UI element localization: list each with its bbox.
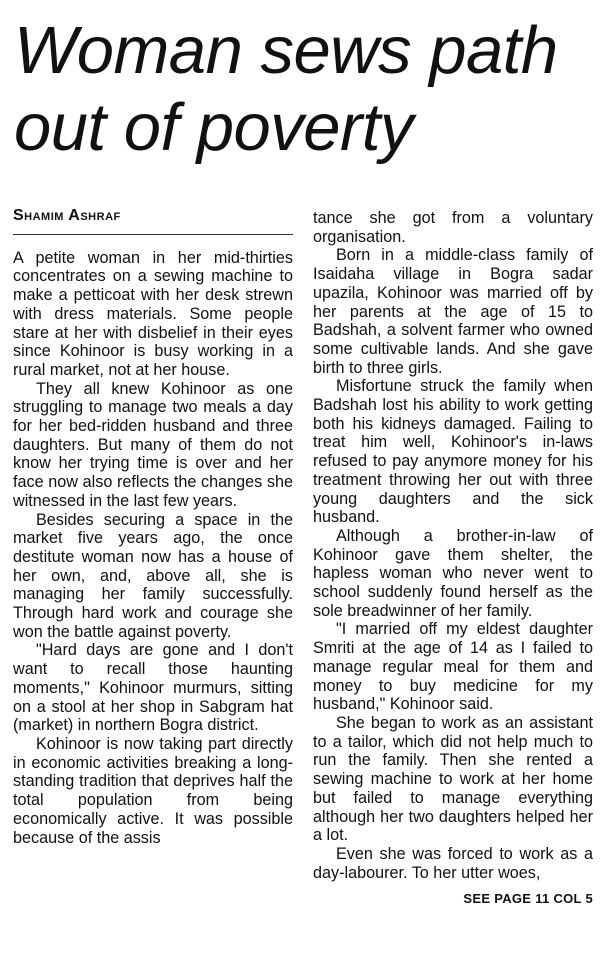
article-column-left: [13, 205, 293, 847]
paragraph: Although a brother-in-law of Kohinoor gave them shelter, the hapless woman who never went to school suddenly found herself as the sole breadwinner of her family.: [313, 526, 593, 620]
paragraph: Born in a middle-class family of Isaidaha village in Bogra sadar upazila, Kohinoor was married off by her parents at the age of 15 to Badshah, a solvent farmer who owned some cultivable lands. And she gave birth to three girls.: [313, 246, 593, 377]
byline: Shamim Ashraf: [13, 205, 293, 235]
paragraph: A petite woman in her mid-thirties concentrates on a sewing machine to make a petticoat with her desk strewn with dress materials. Some people stare at her with disbelief in their eyes since Kohinoor is busy working in a rural market, not at her house.: [13, 248, 293, 379]
paragraph: They all knew Kohinoor as one struggling to manage two meals a day for her bed-ridden husband and three daughters. But many of them do not know her trying time is over and her face now also reflects the changes she witnessed in the last few years.: [13, 379, 293, 510]
paragraph: Misfortune struck the family when Badshah lost his ability to work getting both his kidneys damaged. Failing to treat him well, Kohinoor's in-laws refused to pay anymore money for his treatment throwing her out with three young daughters and the sick husband.: [313, 377, 593, 527]
article-column-right: [313, 209, 593, 909]
paragraph-continued: tance she got from a voluntary organisation.: [313, 209, 593, 246]
paragraph: Besides securing a space in the market five years ago, the once destitute woman now has a house of her own, and, above all, she is managing her family successfully. Through hard work and courage she won the battle against poverty.: [13, 510, 293, 641]
paragraph: "I married off my eldest daughter Smriti at the age of 14 as I failed to manage regular meal for them and money to buy medicine for my husband," Kohinoor said.: [313, 620, 593, 714]
paragraph: "Hard days are gone and I don't want to recall those haunting moments," Kohinoor murmurs, sitting on a stool at her shop in Sabgram hat (market) in northern Bogra district.: [13, 641, 293, 735]
paragraph: She began to work as an assistant to a tailor, which did not help much to run the family. Then she rented a sewing machine to work at her home but failed to manage everything although her two daughters helped her a lot.: [313, 713, 593, 845]
paragraph: Even she was forced to work as a day-labourer. To her utter woes,: [313, 844, 593, 882]
paragraph: Kohinoor is now taking part directly in economic activities breaking a long-standing tradition that deprives half the total population from being economically active. It was possible because of the assis: [13, 734, 293, 847]
headline: Woman sews path out of poverty: [14, 13, 558, 165]
continuation-jump: SEE PAGE 11 COL 5: [463, 891, 593, 907]
